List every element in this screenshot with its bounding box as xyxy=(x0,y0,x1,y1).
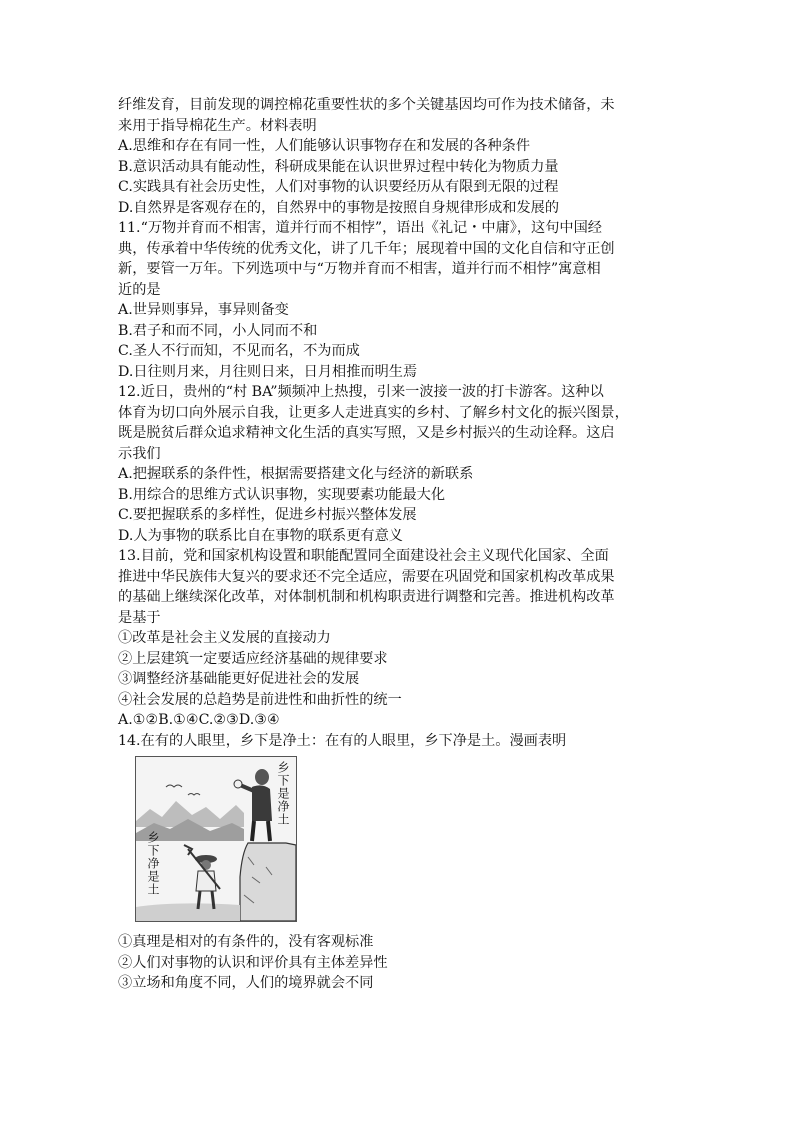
man-arm xyxy=(240,785,254,791)
cliff xyxy=(240,843,296,921)
question-text-line: 体育为切口向外展示自我，让更多人走进真实的乡村、了解乡村文化的振兴图景， xyxy=(118,404,629,421)
question-12 xyxy=(118,382,698,546)
question-text-line: 13.目前，党和国家机构设置和职能配置同全面建设社会主义现代化国家、全面 xyxy=(118,548,609,564)
question-14 xyxy=(118,731,698,994)
question-text-line: 近的是 xyxy=(118,281,161,298)
statement-3: ③调整经济基础能更好促进社会的发展 xyxy=(118,671,360,687)
question-text-line: 来用于指导棉花生产。材料表明 xyxy=(118,117,317,134)
option-a: A.世异则事异，事异则备变 xyxy=(118,302,289,318)
question-11 xyxy=(118,218,698,382)
statement-3: ③立场和角度不同，人们的境界就会不同 xyxy=(118,975,374,991)
cartoon-label-top: 乡下是净土 xyxy=(276,761,290,826)
cartoon-image xyxy=(135,756,297,922)
question-text-line: 推进中华民族伟大复兴的要求还不完全适应，需要在巩固党和国家机构改革成果 xyxy=(118,568,615,585)
statement-2: ②上层建筑一定要适应经济基础的规律要求 xyxy=(118,650,388,667)
option-c: C.实践具有社会历史性，人们对事物的认识要经历从有限到无限的过程 xyxy=(118,179,559,195)
option-c: C.圣人不行而知，不见而名，不为而成 xyxy=(118,343,360,359)
question-stem: 14.在有的人眼里，乡下是净土：在有的人眼里，乡下净是土。漫画表明 xyxy=(118,732,567,749)
flower-icon xyxy=(234,780,242,788)
option-a: A.思维和存在有同一性，人们能够认识事物存在和发展的各种条件 xyxy=(118,138,531,154)
option-b: B.君子和而不同，小人同而不和 xyxy=(118,322,318,339)
man-legs xyxy=(252,821,270,841)
bird-icon xyxy=(188,794,200,796)
bird-icon xyxy=(166,785,182,787)
question-text-line: 是基于 xyxy=(118,609,161,626)
answer-choices: A.①②B.①④C.②③D.③④ xyxy=(118,712,280,728)
cartoon-label-bottom: 乡下净是土 xyxy=(146,831,160,896)
option-d: D.自然界是客观存在的，自然界中的事物是按照自身规律形成和发展的 xyxy=(118,199,560,216)
question-text-line: 的基础上继续深化改革，对体制机制和机构职责进行调整和完善。推进机构改革 xyxy=(118,589,615,605)
option-b: B.意识活动具有能动性，科研成果能在认识世界过程中转化为物质力量 xyxy=(118,158,559,175)
question-13 xyxy=(118,546,698,731)
question-text-line: 典，传承着中华传统的优秀文化，讲了几千年；展现着中国的文化自信和守正创 xyxy=(118,240,615,257)
statement-1: ①真理是相对的有条件的，没有客观标准 xyxy=(118,934,374,950)
question-text-line: 纤维发育，目前发现的调控棉花重要性状的多个关键基因均可作为技术储备，未 xyxy=(118,97,615,113)
statement-4: ④社会发展的总趋势是前进性和曲折性的统一 xyxy=(118,691,402,708)
question-text-line: 示我们 xyxy=(118,445,161,462)
option-a: A.把握联系的条件性，根据需要搭建文化与经济的新联系 xyxy=(118,466,474,482)
statement-2: ②人们对事物的认识和评价具有主体差异性 xyxy=(118,954,388,971)
question-text-line: 12.近日，贵州的“村 BA”频频冲上热搜，引来一波接一波的打卡游客。这种以 xyxy=(118,384,604,400)
question-text-line: 11.“万物并育而不相害，道并行而不相悖”，语出《礼记・中庸》，这句中国经 xyxy=(118,220,602,236)
statement-1: ①改革是社会主义发展的直接动力 xyxy=(118,630,331,646)
question-10-continuation xyxy=(118,95,698,218)
option-d: D.人为事物的联系比自在事物的联系更有意义 xyxy=(118,527,403,544)
option-b: B.用综合的思维方式认识事物，实现要素功能最大化 xyxy=(118,486,446,503)
question-text-line: 新，要管一万年。下列选项中与“万物并育而不相害，道并行而不相悖”寓意相 xyxy=(118,261,601,277)
question-text-line: 既是脱贫后群众追求精神文化生活的真实写照，又是乡村振兴的生动诠释。这启 xyxy=(118,425,615,441)
option-d: D.日往则月来，月往则日来，日月相推而明生焉 xyxy=(118,363,418,380)
cartoon-drawing xyxy=(136,757,296,921)
option-c: C.要把握联系的多样性，促进乡村振兴整体发展 xyxy=(118,507,417,523)
man-head xyxy=(255,769,269,785)
exam-page xyxy=(118,95,698,994)
ground xyxy=(136,903,240,921)
